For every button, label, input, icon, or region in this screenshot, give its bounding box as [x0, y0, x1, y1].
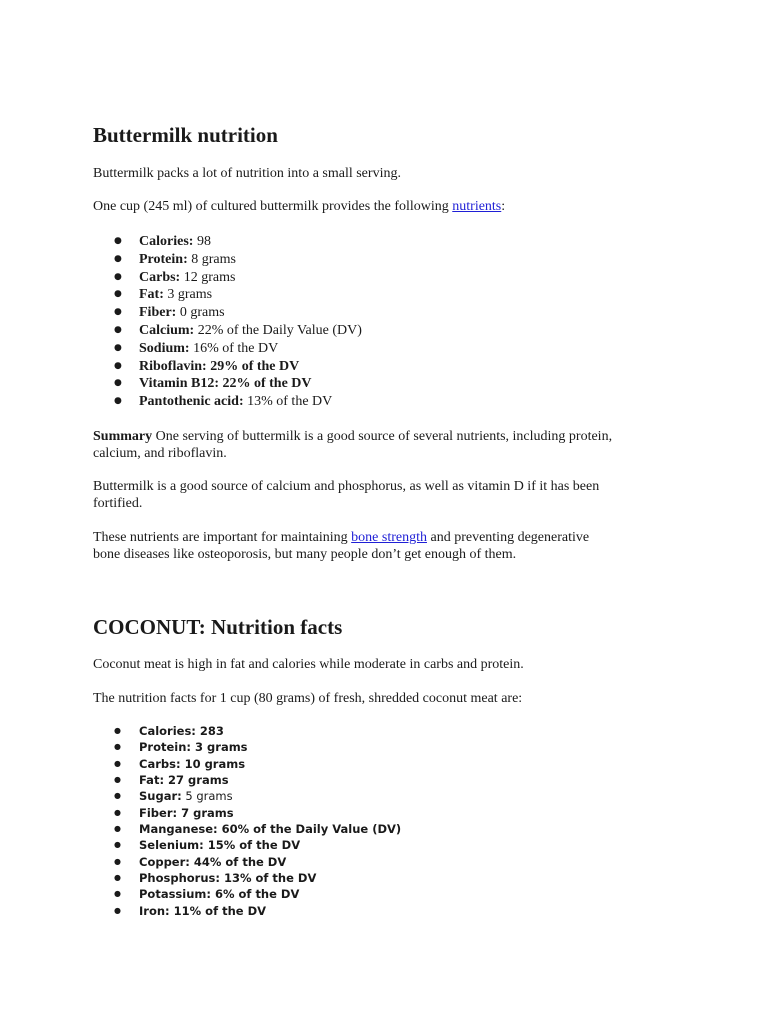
bullet-icon: ● [114, 905, 121, 915]
buttermilk-nutrient-list [93, 233, 683, 411]
list-item [93, 233, 683, 251]
bullet-icon: ● [114, 758, 121, 768]
summary-text: One serving of buttermilk is a good source of several nutrients, including protein, [152, 429, 613, 444]
bullet-icon: ● [114, 342, 122, 353]
nutrient-value: 11% of the DV [169, 903, 267, 918]
summary-label: Summary [93, 429, 153, 444]
nutrient-label: Fat: [139, 773, 165, 788]
bullet-icon: ● [114, 775, 121, 785]
nutrient-label: Sodium: [139, 340, 190, 356]
nutrient-value: 15% of the DV [203, 838, 301, 853]
list-item [93, 322, 683, 340]
buttermilk-calcium-paragraph [93, 478, 683, 512]
list-item [93, 886, 683, 902]
nutrient-value: 98 [193, 234, 211, 249]
bullet-icon: ● [114, 873, 121, 883]
coconut-facts-intro: The nutrition facts for 1 cup (80 grams) of fresh, shredded coconut meat are: [93, 691, 523, 706]
bone-line-2: bone diseases like osteoporosis, but many people don’t get enough of them. [93, 547, 517, 562]
nutrient-value: 22% of the DV [218, 376, 312, 392]
list-item [93, 854, 683, 870]
bone-strength-paragraph [93, 529, 683, 563]
bullet-icon: ● [114, 271, 122, 282]
bullet-icon: ● [114, 807, 121, 817]
bullet-icon: ● [114, 307, 122, 318]
bullet-icon: ● [114, 889, 121, 899]
nutrient-value: 27 grams [164, 773, 229, 788]
nutrient-value: 16% of the DV [189, 340, 279, 356]
nutrient-label: Iron: [139, 903, 170, 918]
list-item [93, 269, 683, 287]
nutrient-value: 283 [195, 724, 224, 738]
nutrient-value: 12 grams [180, 269, 236, 285]
bullet-icon: ● [114, 742, 121, 752]
nutrient-value: 13% of the DV [219, 871, 317, 886]
nutrient-label: Pantothenic acid: [139, 394, 244, 410]
nutrient-label: Copper: [139, 854, 190, 869]
nutrient-value: 3 grams [163, 287, 213, 303]
nutrient-label: Calories: [139, 234, 194, 249]
bullet-icon: ● [114, 396, 122, 407]
buttermilk-summary [93, 428, 683, 462]
bullet-icon: ● [114, 856, 121, 866]
list-item [93, 375, 683, 393]
buttermilk-cup-paragraph [93, 198, 683, 215]
list-item [93, 739, 683, 755]
nutrient-value: 22% of the Daily Value (DV) [194, 322, 362, 338]
nutrient-label: Potassium: [139, 887, 211, 902]
list-item [93, 788, 683, 804]
buttermilk-heading: Buttermilk nutrition [93, 123, 278, 147]
coconut-nutrient-list [93, 723, 683, 919]
bullet-icon: ● [114, 726, 121, 735]
bullet-icon: ● [114, 378, 122, 389]
list-item [93, 805, 683, 821]
bullet-icon: ● [114, 824, 121, 834]
bullet-icon: ● [114, 840, 121, 850]
bone-post: and preventing degenerative [426, 530, 590, 545]
nutrient-label: Protein: [139, 740, 192, 755]
nutrient-value: 5 grams [181, 789, 233, 804]
bullet-icon: ● [114, 324, 122, 335]
nutrient-label: Calories: [139, 724, 196, 738]
bullet-icon: ● [114, 236, 122, 246]
cup-end: : [501, 199, 506, 214]
nutrient-label: Sugar: [139, 789, 182, 804]
bullet-icon: ● [114, 791, 121, 801]
buttermilk-intro: Buttermilk packs a lot of nutrition into a small serving. [93, 166, 401, 181]
nutrient-label: Fiber: [139, 805, 178, 820]
nutrient-label: Selenium: [139, 838, 204, 853]
bullet-icon: ● [114, 289, 122, 300]
nutrient-value: 29% of the DV [206, 358, 300, 374]
nutrient-label: Carbs: [139, 756, 181, 771]
list-item [93, 358, 683, 376]
list-item [93, 772, 683, 788]
bullet-icon: ● [114, 253, 122, 264]
summary-text-2: calcium, and riboflavin. [93, 446, 227, 461]
coconut-heading: COCONUT: Nutrition facts [93, 615, 343, 639]
bone-strength-link[interactable]: bone strength [351, 530, 427, 545]
nutrient-label: Fat: [139, 287, 164, 303]
coconut-intro: Coconut meat is high in fat and calories while moderate in carbs and protein. [93, 657, 524, 672]
nutrient-label: Phosphorus: [139, 871, 220, 886]
bone-pre: These nutrients are important for maintaining [93, 530, 352, 545]
nutrient-label: Carbs: [139, 269, 181, 285]
nutrient-label: Protein: [139, 251, 188, 267]
nutrient-value: 44% of the DV [189, 854, 287, 869]
nutrient-label: Calcium: [139, 322, 195, 338]
cup-text: One cup (245 ml) of cultured buttermilk provides the following [93, 199, 453, 214]
nutrient-value: 6% of the DV [211, 887, 300, 902]
list-item [93, 756, 683, 772]
nutrient-value: 0 grams [176, 305, 225, 321]
list-item [93, 304, 683, 322]
nutrient-label: Fiber: [139, 305, 177, 321]
nutrient-label: Vitamin B12: [139, 376, 219, 392]
list-item [93, 393, 683, 411]
nutrient-value: 13% of the DV [243, 394, 333, 410]
list-item [93, 821, 683, 837]
list-item [93, 837, 683, 853]
list-item [93, 251, 683, 269]
list-item [93, 340, 683, 358]
nutrients-link[interactable]: nutrients [452, 199, 502, 214]
nutrient-label: Riboflavin: [139, 358, 207, 374]
nutrient-label: Manganese: [139, 822, 218, 837]
list-item [93, 286, 683, 304]
nutrient-value: 7 grams [177, 805, 234, 820]
nutrient-value: 3 grams [191, 740, 248, 755]
nutrient-value: 10 grams [180, 756, 246, 771]
bullet-icon: ● [114, 360, 122, 371]
nutrient-value: 8 grams [187, 251, 236, 267]
calcium-line-2: fortified. [93, 496, 143, 511]
list-item [93, 723, 683, 739]
list-item [93, 903, 683, 919]
nutrient-value: 60% of the Daily Value (DV) [217, 822, 402, 837]
calcium-line-1: Buttermilk is a good source of calcium and phosphorus, as well as vitamin D if it has been [93, 479, 600, 494]
list-item [93, 870, 683, 886]
